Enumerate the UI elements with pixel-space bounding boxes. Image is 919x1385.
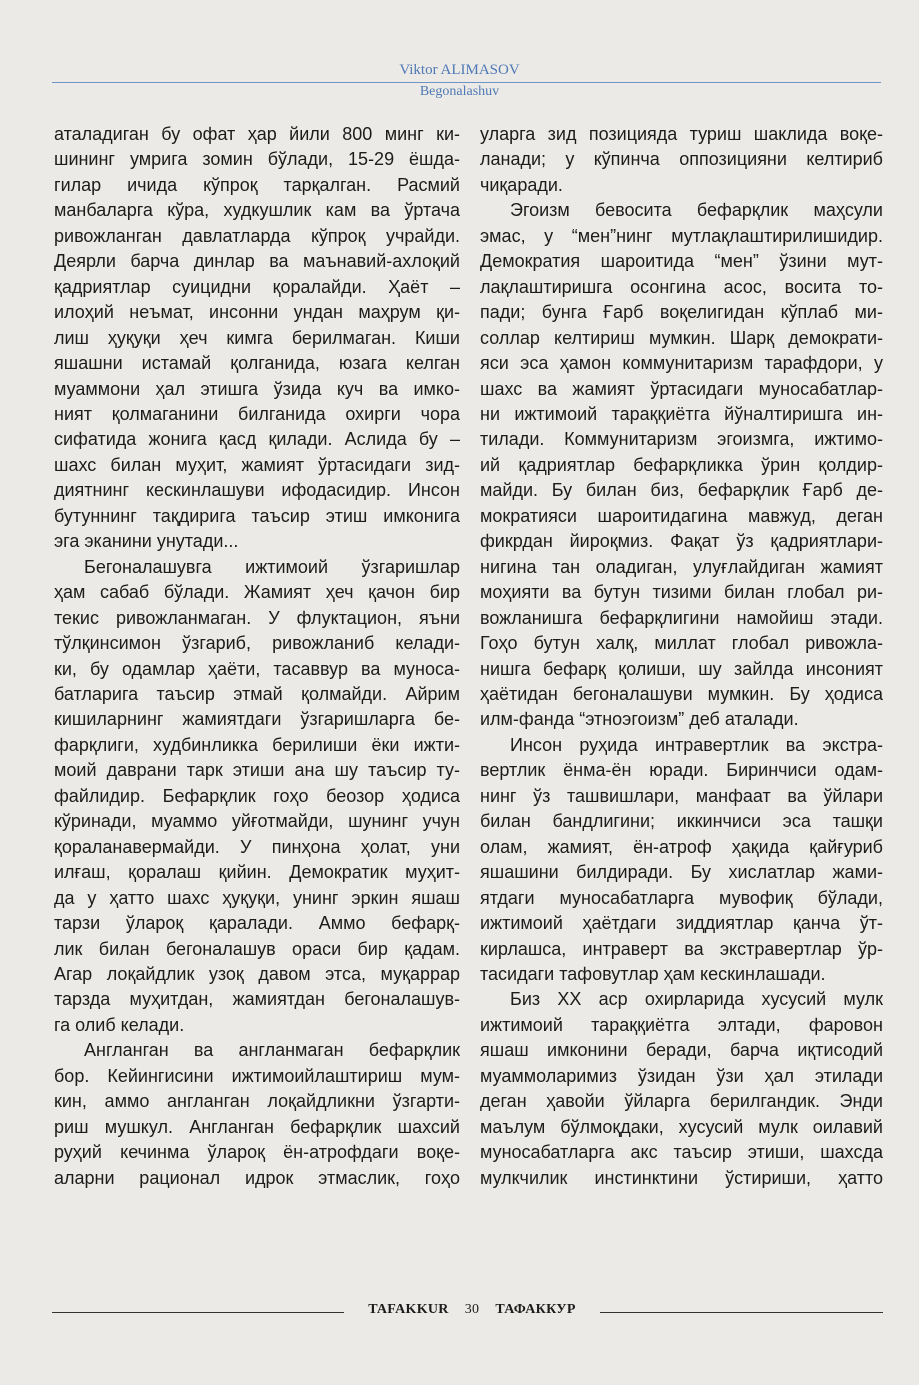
text-line: да у ҳатто шахс ҳуқуқи, унинг эркин яшаш bbox=[54, 887, 460, 908]
running-header-title: Begonalashuv bbox=[419, 84, 500, 99]
text-line: Эгоизм бевосита бефарқлик маҳсули bbox=[510, 200, 883, 221]
text-line: ижтимоий тараққиётга элтади, фаровон bbox=[480, 1014, 883, 1035]
text-line: Демократия шароитида “мен” ўзини мут- bbox=[480, 251, 883, 272]
text-line: текис ривожланмаган. У флуктацион, яъни bbox=[54, 607, 460, 628]
text-line: уларга зид позицияда туриш шаклида воқе- bbox=[480, 124, 883, 144]
footer-rule-right bbox=[600, 1312, 883, 1313]
text-line: диятнинг кескинлашуви ифодасидир. Инсон bbox=[54, 480, 460, 501]
text-line: шахс билан муҳит, жамият ўртасидаги зид- bbox=[54, 454, 460, 475]
header-rule bbox=[52, 82, 881, 83]
text-line: Агар лоқайдлик узоқ давом этса, муқаррар bbox=[54, 963, 460, 984]
text-line: кўринади, муаммо уйғотмайди, шунинг учун bbox=[54, 811, 460, 832]
text-line: деган ҳавойи ўйларга берилгандик. Энди bbox=[480, 1091, 883, 1112]
text-line: нишга бефарқ қолиши, шу зайлда инсоният bbox=[480, 658, 883, 679]
text-line: муносабатларга акс таъсир этиши, шахсда bbox=[480, 1142, 883, 1163]
text-line: яшашни истамай қолганида, юзага келган bbox=[54, 353, 460, 374]
text-line: фарқлиги, худбинликка берилиши ёки ижти- bbox=[54, 734, 460, 755]
text-line: шининг умрига зомин бўлади, 15-29 ёшда- bbox=[54, 149, 460, 170]
text-line: ривожланган давлатларда кўпроқ учрайди. bbox=[54, 225, 460, 246]
text-line: фикрдан йироқмиз. Фақат ўз қадриятлари- bbox=[480, 531, 883, 552]
text-line: нигина тан оладиган, улуғлайдиган жамият bbox=[480, 556, 883, 577]
text-line: га олиб келади. bbox=[54, 1014, 185, 1035]
text-line: вожланишга бефарқлигини намойиш этади. bbox=[480, 607, 883, 628]
text-line: соллар келтириш мумкин. Шарқ демократи- bbox=[480, 327, 883, 348]
text-line: ланади; у кўпинча оппозицияни келтириб bbox=[480, 149, 883, 170]
text-line: илоҳий неъмат, инсонни ундан маҳрум қи- bbox=[54, 302, 460, 323]
footer-label bbox=[344, 1302, 600, 1318]
text-line: бор. Кейингисини ижтимоийлаштириш мум- bbox=[54, 1065, 460, 1086]
page-footer bbox=[52, 1302, 883, 1324]
footer-rule-left bbox=[52, 1312, 344, 1313]
right-text-column bbox=[480, 122, 883, 1191]
text-line: ҳам сабаб бўлади. Жамият ҳеч қачон бир bbox=[54, 582, 460, 603]
text-line: илғаш, қоралаш қийин. Демократик муҳит- bbox=[54, 862, 460, 883]
text-line: тасидаги тафовутлар ҳам кескинлашади. bbox=[480, 963, 826, 984]
text-line: тўлқинсимон ўзгариб, ривожланиб келади- bbox=[54, 633, 460, 654]
text-line: муаммони ҳал этишга ўзида куч ва имко- bbox=[54, 378, 460, 399]
text-line: тилади. Коммунитаризм эгоизмга, ижтимо- bbox=[480, 429, 883, 450]
footer-journal-latin: TAFAKKUR bbox=[368, 1302, 449, 1317]
text-line: ий қадриятлар бефарқликка ўрин қолдир- bbox=[480, 454, 883, 475]
text-line: сифатида жонига қасд қилади. Аслида бу – bbox=[54, 429, 460, 450]
text-line: эмас, у “мен”нинг мутлақлаштирилишидир. bbox=[480, 225, 883, 246]
text-line: билан бандлигини; иккинчиси эса ташқи bbox=[480, 811, 883, 832]
text-line: майди. Бу билан биз, бефарқлик Ғарб де- bbox=[480, 480, 883, 501]
text-line: ният қолмаганини билганида охирги чора bbox=[54, 403, 460, 424]
text-line: Бегоналашувга ижтимоий ўзгаришлар bbox=[84, 556, 460, 577]
text-line: мулкчилик инстинктини ўстириши, ҳатто bbox=[480, 1167, 883, 1188]
text-line: мократияси шароитидагина мавжуд, деган bbox=[480, 505, 883, 526]
text-line: риш мушкул. Англанган бефарқлик шахсий bbox=[54, 1116, 460, 1137]
text-line: кин, аммо англанган лоқайдликни ўзгарти- bbox=[54, 1091, 460, 1112]
text-line: вертлик ёнма-ён юради. Биринчиси одам- bbox=[480, 760, 883, 781]
text-line: яшаш имконини беради, барча иқтисодий bbox=[480, 1040, 883, 1061]
text-line: тарзда муҳитдан, жамиятдан бегоналашув- bbox=[54, 989, 460, 1010]
text-line: манбаларга кўра, худкушлик кам ва ўртача bbox=[54, 200, 460, 221]
text-line: яшашини билдиради. Бу хислатлар жами- bbox=[480, 862, 883, 883]
text-line: ни ижтимоий тараққиётга йўналтиришга ин- bbox=[480, 403, 883, 424]
running-header-author: Viktor ALIMASOV bbox=[399, 62, 520, 78]
text-line: яси эса ҳамон коммунитаризм тарафдори, у bbox=[480, 353, 883, 374]
text-line: аларни рационал идрок этмаслик, гоҳо bbox=[54, 1167, 460, 1188]
page-number: 30 bbox=[464, 1302, 480, 1317]
text-line: қораланавермайди. У пинҳона ҳолат, уни bbox=[54, 836, 460, 857]
text-line: Деярли барча динлар ва маънавий-ахлоқий bbox=[54, 251, 460, 272]
text-line: чиқаради. bbox=[480, 174, 563, 195]
text-line: ижтимоий ҳаётдаги зиддиятлар қанча ўт- bbox=[480, 913, 883, 934]
text-line: кирлашса, интраверт ва экстравертлар ўр- bbox=[480, 938, 883, 959]
text-line: моий даврани тарк этиши ана шу таъсир ту- bbox=[54, 760, 460, 781]
text-line: руҳий кечинма ўлароқ ён-атрофдаги воқе- bbox=[54, 1142, 460, 1163]
text-line: маълум бўлмоқдаки, хусусий мулк оилавий bbox=[480, 1116, 883, 1137]
text-line: илм-фанда “этноэгоизм” деб аталади. bbox=[480, 709, 799, 730]
text-line: Англанган ва англанмаган бефарқлик bbox=[84, 1040, 460, 1061]
text-line: бутуннинг тақдирига таъсир этиш имконига bbox=[54, 505, 460, 526]
text-line: моҳияти ва бутун тизими билан глобал ри- bbox=[480, 582, 883, 603]
text-line: ҳаётидан бегоналашуви мумкин. Бу ҳодиса bbox=[480, 683, 883, 704]
text-line: файлидир. Бефарқлик гоҳо беозор ҳодиса bbox=[54, 785, 460, 806]
footer-journal-cyrillic: ТАФАККУР bbox=[495, 1302, 576, 1317]
text-line: эга эканини унутади... bbox=[54, 531, 239, 552]
text-line: шахс ва жамият ўртасидаги муносабатлар- bbox=[480, 378, 883, 399]
text-line: кишиларнинг жамиятдаги ўзгаришларга бе- bbox=[54, 709, 460, 730]
text-line: олам, жамият, ён-атроф ҳақида қайғуриб bbox=[480, 836, 883, 857]
text-line: ки, бу одамлар ҳаёти, тасаввур ва муноса- bbox=[54, 658, 460, 679]
text-line: аталадиган бу офат ҳар йили 800 минг ки- bbox=[54, 124, 460, 144]
text-line: лақлаштиришга осонгина асос, восита то- bbox=[480, 276, 883, 297]
text-line: лик билан бегоналашув ораси бир қадам. bbox=[54, 938, 460, 959]
text-line: тарзи ўлароқ қаралади. Аммо бефарқ- bbox=[54, 913, 460, 934]
text-line: батларига таъсир этмай қолмайди. Айрим bbox=[54, 683, 460, 704]
text-line: лиш ҳуқуқи ҳеч кимга берилмаган. Киши bbox=[54, 327, 460, 348]
text-line: Гоҳо бутун халқ, миллат глобал ривожла- bbox=[480, 633, 883, 654]
text-line: ятдаги муносабатларга мувофиқ бўлади, bbox=[480, 887, 883, 908]
text-line: Биз XX аср охирларида хусусий мулк bbox=[510, 989, 883, 1010]
text-line: гилар ичида кўпроқ тарқалган. Расмий bbox=[54, 174, 460, 195]
left-text-column bbox=[54, 122, 460, 1191]
text-line: муаммоларимиз ўзидан ўзи ҳал этилади bbox=[480, 1065, 883, 1086]
text-line: Инсон руҳида интравертлик ва экстра- bbox=[510, 734, 883, 755]
text-line: қадриятлар суицидни қоралайди. Ҳаёт – bbox=[54, 276, 460, 297]
text-line: пади; бунга Ғарб воқелигидан кўплаб ми- bbox=[480, 302, 883, 323]
text-line: нинг ўз ташвишлари, манфаат ва ўйлари bbox=[480, 785, 883, 806]
